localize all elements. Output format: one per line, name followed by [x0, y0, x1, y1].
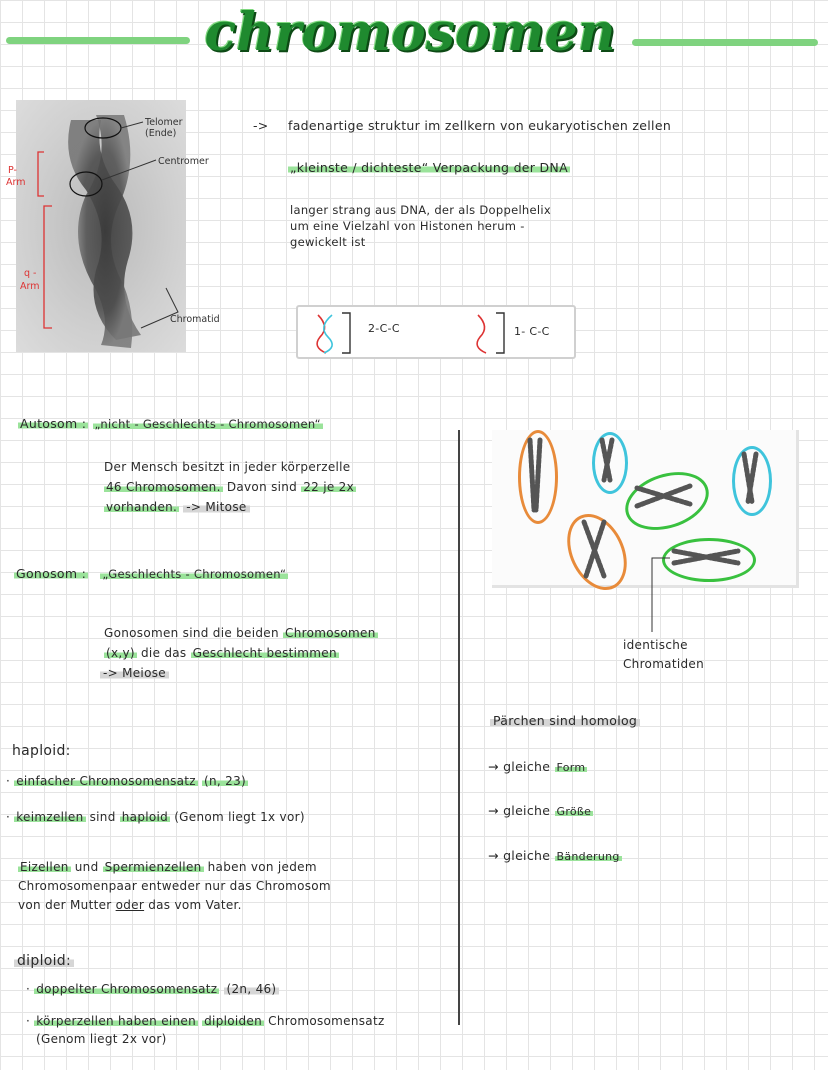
identical-label-1: identische [623, 638, 688, 652]
item-form: Form [556, 761, 586, 774]
label-telomer-sub: (Ende) [145, 128, 177, 139]
diploid-bullet-1: · doppelter Chromosomensatz (2n, 46) [26, 980, 279, 999]
haploid-para-1 [18, 858, 317, 877]
gonosom-definition: „Geschlechts - Chromosomen“ [102, 567, 287, 581]
intro-line-3b: um eine Vielzahl von Histonen herum - [290, 219, 525, 233]
haploid-und: und [74, 860, 99, 874]
item-baenderung: Bänderung [556, 850, 620, 863]
haploid-bullet-1: · einfacher Chromosomensatz (n, 23) [6, 774, 246, 788]
intro-line-1: fadenartige struktur im zellkern von eukaryotischen zellen [288, 118, 672, 133]
haploid-oder: oder [115, 898, 145, 912]
item-baenderung-prefix: gleiche [503, 848, 551, 863]
haploid-para-2: Chromosomenpaar entweder nur das Chromosom [18, 879, 331, 893]
autosom-vorhanden: vorhanden. [106, 500, 178, 514]
list-item-baenderung [488, 846, 622, 866]
haploid-sind: sind [89, 810, 116, 824]
gonosom-geschlecht: Geschlecht bestimmen [192, 646, 337, 660]
item-form-prefix: gleiche [503, 759, 551, 774]
pairs-homolog-text: Pärchen sind homolog [490, 713, 640, 728]
haploid-eizellen: Eizellen [20, 860, 69, 874]
diploid-diploiden: diploiden [204, 1014, 263, 1028]
label-two-chromatid: 2-C-C [368, 322, 400, 335]
page-title: chromosomen [204, 2, 616, 63]
label-chromatid: Chromatid [170, 314, 220, 325]
column-divider [458, 430, 460, 1025]
intro-line-2-text: „kleinste / dichteste“ Verpackung der DNA [290, 160, 568, 175]
item-groesse: Größe [556, 805, 592, 818]
diploid-koerperzellen: körperzellen haben einen [36, 1014, 197, 1028]
label-one-chromatid: 1- C-C [514, 325, 550, 338]
label-centromer: Centromer [158, 156, 209, 167]
gonosom-text-3 [100, 664, 169, 683]
diploid-heading: diploid: [14, 953, 74, 969]
title-bar-right [632, 39, 818, 46]
label-telomer: Telomer [145, 117, 183, 128]
haploid-spermien: Spermienzellen [104, 860, 202, 874]
pairs-homolog [490, 711, 640, 730]
label-p-arm: P- [8, 165, 17, 176]
diploid-chromosomensatz: Chromosomensatz [268, 1014, 385, 1028]
haploid-haploid: haploid [121, 810, 169, 824]
haploid-genom: (Genom liegt 1x vor) [174, 810, 305, 824]
autosom-text-2 [104, 478, 356, 497]
gonosom-heading: Gonosom : [16, 566, 87, 581]
haploid-para-3 [18, 896, 242, 915]
list-item-form [488, 757, 587, 777]
intro-line-3a: langer strang aus DNA, der als Doppelhelix [290, 203, 551, 217]
haploid-haben: haben von jedem [207, 860, 317, 874]
diploid-bullet-2: · körperzellen haben einen diploiden Chromosomensatz [26, 1014, 385, 1028]
intro-line-2 [288, 158, 570, 177]
diploid-genom: (Genom liegt 2x vor) [36, 1032, 167, 1046]
title-bar-left [6, 37, 190, 44]
haploid-keimzellen: keimzellen [16, 810, 84, 824]
haploid-mutter: von der Mutter [18, 898, 112, 912]
gonosom-text-2 [104, 644, 339, 663]
gonosom-meiose: -> Meiose [100, 666, 169, 680]
haploid-bullet-2: · keimzellen sind haploid (Genom liegt 1x vor) [6, 810, 305, 824]
gonosom-die-das: die das [141, 646, 187, 660]
gonosom-chromosomen: Chromosomen [285, 626, 376, 640]
gonosom-xy: (x,y) [106, 646, 135, 660]
item-groesse-prefix: gleiche [503, 803, 551, 818]
identical-chromatids-pointer [640, 556, 680, 636]
autosom-mitose: -> Mitose [183, 500, 249, 514]
autosom-text-1: Der Mensch besitzt in jeder körperzelle [104, 460, 351, 474]
autosom-definition: „nicht - Geschlechts - Chromosomen“ [94, 417, 321, 431]
autosom-heading: Autosom : [20, 416, 87, 431]
diploid-2n46: (2n, 46) [224, 982, 280, 996]
gonosom-sind: Gonosomen sind die beiden [104, 626, 279, 640]
label-p-arm-2: Arm [6, 177, 26, 188]
arrow-icon: → [488, 759, 499, 774]
haploid-einfacher: einfacher Chromosomensatz [16, 774, 196, 788]
intro-line-3c: gewickelt ist [290, 235, 366, 249]
autosom-davon: Davon sind [226, 480, 298, 494]
list-item-groesse [488, 801, 593, 821]
arrow-icon: → [488, 803, 499, 818]
gonosom-heading-row [14, 564, 288, 584]
diploid-heading-row [14, 952, 74, 971]
haploid-n23: (n, 23) [204, 774, 246, 788]
gonosom-text-1 [104, 624, 378, 643]
autosom-46: 46 Chromosomen. [106, 480, 221, 494]
arrow-icon: → [488, 848, 499, 863]
label-q-arm: q - [24, 268, 37, 279]
intro-arrow: -> [253, 118, 269, 133]
autosom-22: 22 je 2x [303, 480, 354, 494]
diploid-doppelter: doppelter Chromosomensatz [36, 982, 218, 996]
identical-label-2: Chromatiden [623, 657, 704, 671]
haploid-heading: haploid: [12, 743, 71, 759]
label-q-arm-2: Arm [20, 281, 40, 292]
autosom-heading-row [18, 414, 323, 434]
autosom-text-3 [104, 498, 250, 517]
haploid-vater: das vom Vater. [148, 898, 242, 912]
